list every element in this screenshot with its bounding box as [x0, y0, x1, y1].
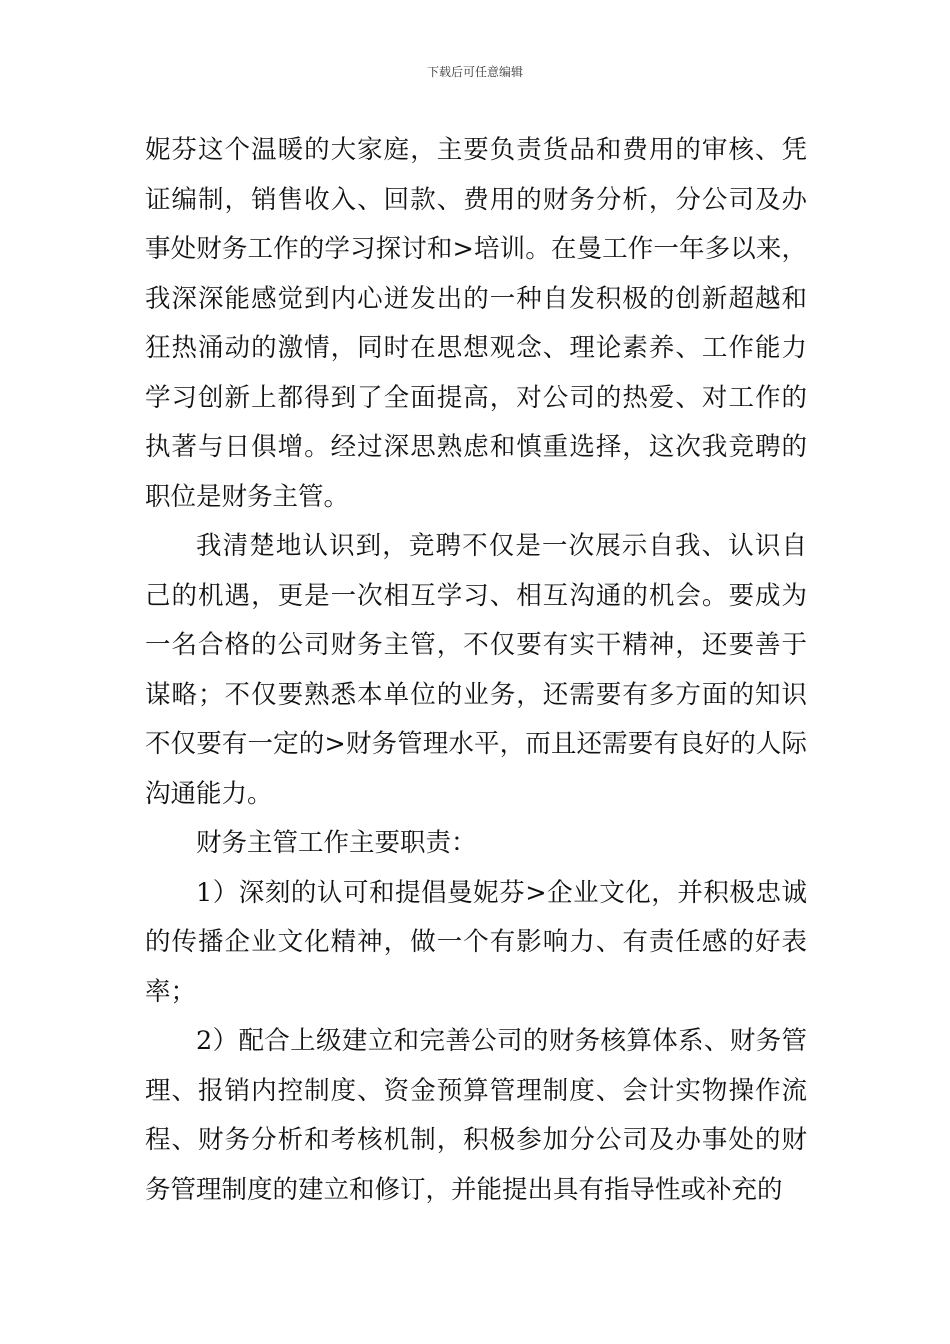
paragraph-2: 我清楚地认识到，竞聘不仅是一次展示自我、认识自己的机遇，更是一次相互学习、相互沟通的机会。要成为一名合格的公司财务主管，不仅要有实干精神，还要善于谋略；不仅要熟悉本单位的业务，还需要有多方面的知识不仅要有一定的>财务管理水平，而且还需要有良好的人际沟通能力。 — [145, 531, 807, 809]
page-header: 下载后可任意编辑 — [426, 65, 523, 79]
paragraph-3: 财务主管工作主要职责： — [196, 828, 477, 858]
paragraph-5: 2）配合上级建立和完善公司的财务核算体系、财务管理、报销内控制度、资金预算管理制度、会计实物操作流程、财务分析和考核机制，积极参加分公司及办事处的财务管理制度的建立和修订，并能提出具有指导性或补充的 — [145, 1026, 807, 1205]
paragraph-1: 妮芬这个温暖的大家庭，主要负责货品和费用的审核、凭证编制，销售收入、回款、费用的财务分析，分公司及办事处财务工作的学习探讨和>培训。在曼工作一年多以来，我深深能感觉到内心迸发出的一种自发积极的创新超越和狂热涌动的激情，同时在思想观念、理论素养、工作能力学习创新上都得到了全面提高，对公司的热爱、对工作的执著与日俱增。经过深思熟虑和慎重选择，这次我竞聘的职位是财务主管。 — [145, 135, 807, 512]
document-body — [145, 126, 807, 1215]
paragraph-4: 1）深刻的认可和提倡曼妮芬>企业文化，并积极忠诚的传播企业文化精神，做一个有影响力、有责任感的好表率； — [145, 877, 807, 1007]
